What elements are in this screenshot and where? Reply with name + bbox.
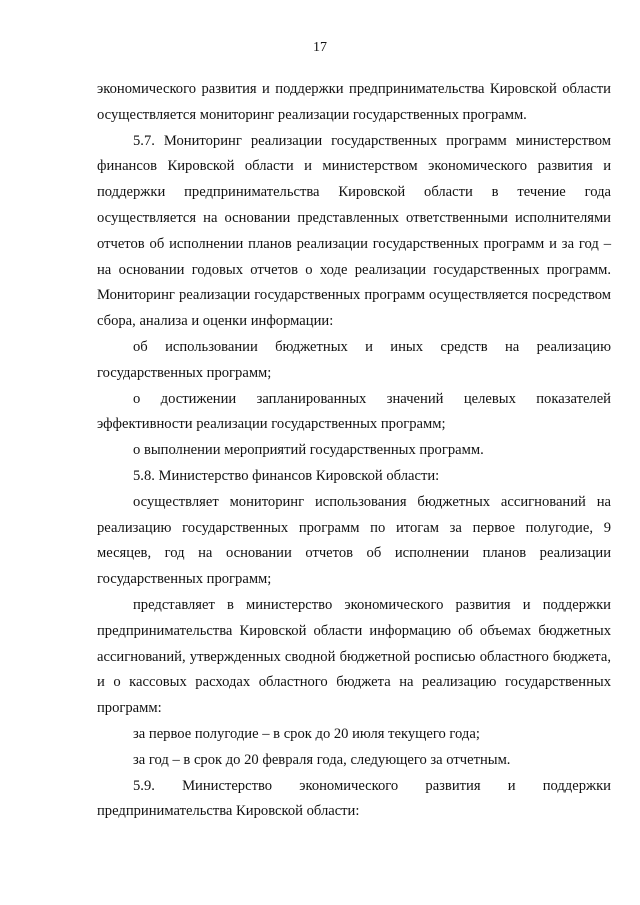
paragraph-continuation: экономического развития и поддержки предпринимательства Кировской области осуществляется мониторинг реализации государственных программ.	[97, 81, 611, 123]
paragraph-5-9: 5.9. Министерство экономического развития и поддержки предпринимательства Кировской области:	[97, 777, 611, 820]
document-body	[97, 77, 611, 825]
paragraph-activities: о выполнении мероприятий государственных программ.	[133, 442, 484, 459]
paragraph-budget-use: об использовании бюджетных и иных средств на реализацию государственных программ;	[97, 338, 611, 381]
paragraph-5-7: 5.7. Мониторинг реализации государственных программ министерством финансов Кировской области и министерством экономического развития и поддержки предпринимательства Кировской области в течение года осуществляется на основании представленных ответственными исполнителями отчетов об исполнении планов реализации государственных программ и за год – на основании годовых отчетов о ходе реализации государственных программ. Мониторинг реализации государственных программ осуществляется посредством сбора, анализа и оценки информации:	[97, 132, 611, 330]
paragraph-monitoring: осуществляет мониторинг использования бюджетных ассигнований на реализацию государственных программ по итогам за первое полугодие, 9 месяцев, год на основании отчетов об исполнении планов реализации государственных программ;	[97, 493, 611, 588]
paragraph-5-8: 5.8. Министерство финансов Кировской области:	[133, 467, 440, 484]
paragraph-indicators: о достижении запланированных значений целевых показателей эффективности реализации государственных программ;	[97, 390, 611, 433]
page-number: 17	[313, 40, 327, 55]
paragraph-year: за год – в срок до 20 февраля года, следующего за отчетным.	[133, 751, 511, 768]
paragraph-reporting: представляет в министерство экономического развития и поддержки предпринимательства Кировской области информацию об объемах бюджетных ассигнований, утвержденных сводной бюджетной росписью областного бюджета, и о кассовых расходах областного бюджета на реализацию государственных программ:	[97, 596, 611, 717]
paragraph-half-year: за первое полугодие – в срок до 20 июля текущего года;	[133, 725, 480, 742]
